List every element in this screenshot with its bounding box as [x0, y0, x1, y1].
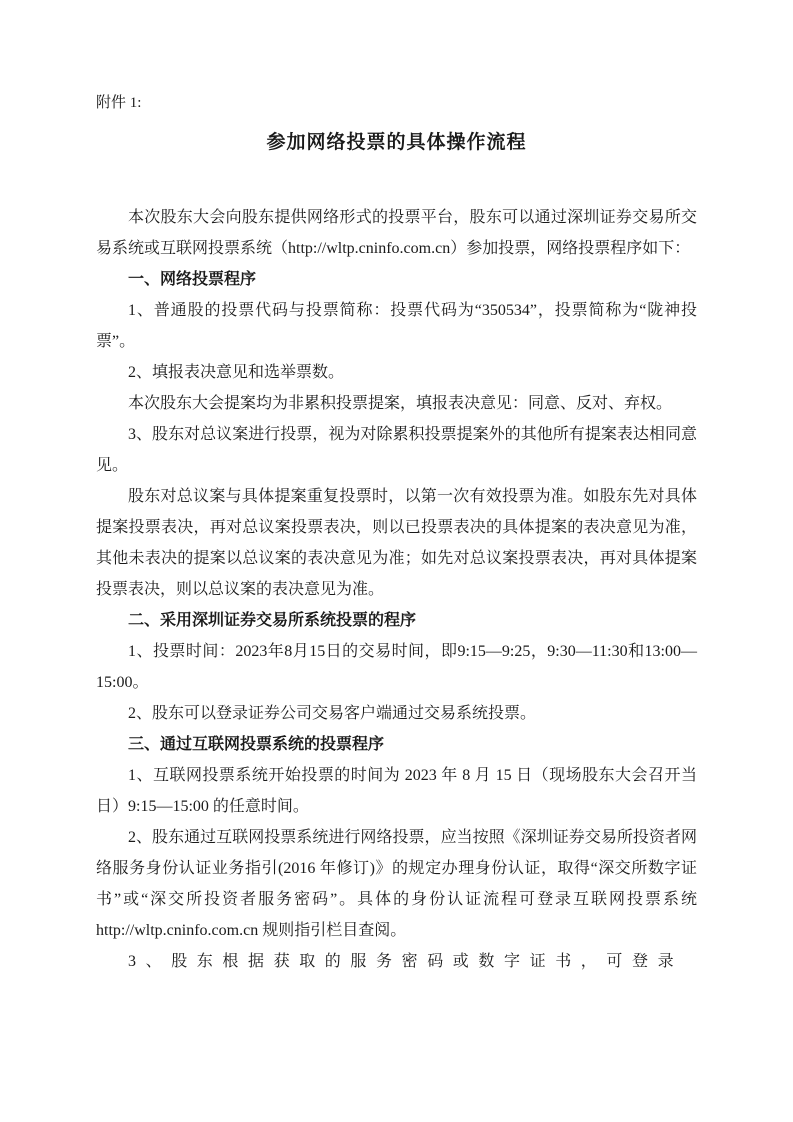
paragraph-login-with-password: 3、股东根据获取的服务密码或数字证书，可登录	[128, 953, 684, 970]
section-heading-internet-voting-procedure: 三、通过互联网投票系统的投票程序	[128, 736, 385, 753]
paragraph-vote-code: 1、普通股的投票代码与投票简称：投票代码为“350534”，投票简称为“陇神投票”。	[96, 302, 697, 350]
paragraph-broker-client: 2、股东可以登录证券公司交易客户端通过交易系统投票。	[128, 705, 537, 722]
section-heading-network-voting-procedure: 一、网络投票程序	[128, 271, 257, 288]
paragraph-identity-authentication: 2、股东通过互联网投票系统进行网络投票，应当按照《深圳证券交易所投资者网络服务身份认证业务指引(2016 年修订)》的规定办理身份认证，取得“深交所数字证书”或“深交所投资者服务密码”。具体的身份认证流程可登录互联网投票系统 http://wltp.cninfo.com.cn 规则指引栏目查阅。	[96, 829, 697, 939]
paragraph-general-proposal-vote: 3、股东对总议案进行投票，视为对除累积投票提案外的其他所有提案表达相同意见。	[96, 426, 697, 474]
paragraph-fill-opinions: 2、填报表决意见和选举票数。	[128, 364, 345, 381]
paragraph-internet-voting-time: 1、互联网投票系统开始投票的时间为 2023 年 8 月 15 日（现场股东大会召开当日）9:15—15:00 的任意时间。	[96, 767, 697, 815]
document-title: 参加网络投票的具体操作流程	[266, 132, 527, 153]
paragraph-duplicate-vote-rule: 股东对总议案与具体提案重复投票时，以第一次有效投票为准。如股东先对具体提案投票表决，再对总议案投票表决，则以已投票表决的具体提案的表决意见为准，其他未表决的提案以总议案的表决意见为准；如先对总议案投票表决，再对具体提案投票表决，则以总议案的表决意见为准。	[96, 488, 697, 598]
paragraph-non-cumulative: 本次股东大会提案均为非累积投票提案，填报表决意见：同意、反对、弃权。	[128, 395, 673, 412]
paragraph-voting-time: 1、投票时间：2023年8月15日的交易时间，即9:15—9:25，9:30—11:30和13:00—15:00。	[96, 643, 697, 691]
paragraph-intro: 本次股东大会向股东提供网络形式的投票平台，股东可以通过深圳证券交易所交易系统或互联网投票系统（http://wltp.cninfo.com.cn）参加投票，网络投票程序如下：	[96, 209, 697, 257]
attachment-label: 附件 1:	[96, 95, 142, 111]
section-heading-szse-system-procedure: 二、采用深圳证券交易所系统投票的程序	[128, 612, 417, 629]
